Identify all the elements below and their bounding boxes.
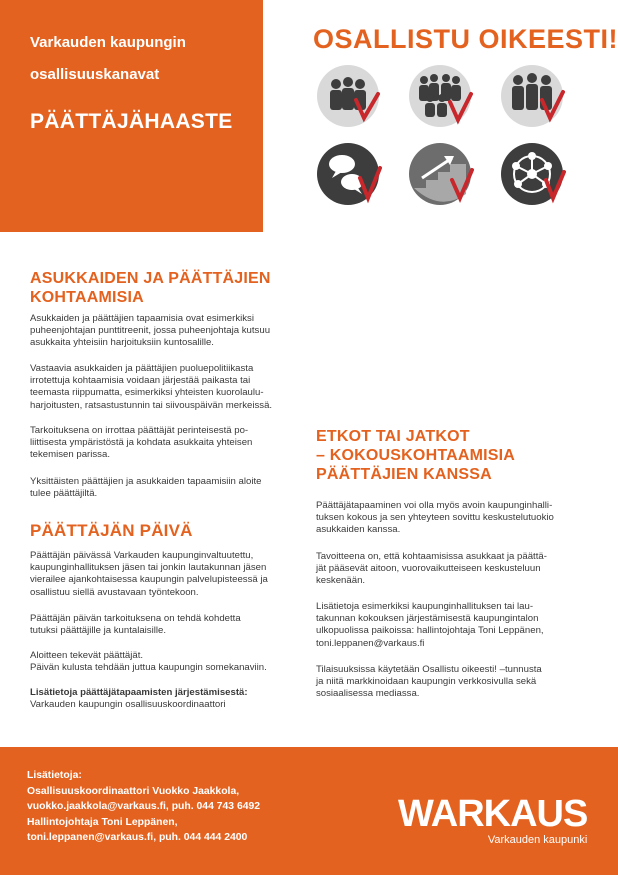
paragraph xyxy=(30,550,268,599)
text-line: harjoitusten, ratsastustunnin tai siivouspäivän merkeissä. xyxy=(30,399,273,411)
footer-line: Osallisuuskoordinaattori Vuokko Jaakkola, xyxy=(27,785,240,797)
heading-line: ASUKKAIDEN JA PÄÄTTÄJIEN xyxy=(30,270,271,287)
paragraph xyxy=(316,664,542,701)
text-line: Aloitteen tekevät päättäjät. xyxy=(30,650,144,661)
text-line: Tilaisuuksissa käytetään Osallistu oikeesti! –tunnusta xyxy=(316,664,542,675)
text-line: Päättäjätapaaminen voi olla myös avoin kaupunginhalli- xyxy=(316,500,553,511)
footer-line: toni.leppanen@varkaus.fi, puh. 044 444 2400 xyxy=(27,832,248,844)
paragraph xyxy=(316,601,544,650)
paragraph xyxy=(30,476,261,500)
text-line-bold: Lisätietoja päättäjätapaamisten järjestämisestä: xyxy=(30,687,248,698)
footer-banner xyxy=(0,747,618,875)
header-subtitle-2: osallisuuskanavat xyxy=(30,66,160,83)
text-line: Tarkoituksena on irrottaa päättäjät perinteisestä po- xyxy=(30,425,249,436)
text-line: asukkaiden kanssa. xyxy=(316,524,401,536)
heading-line: ETKOT TAI JATKOT xyxy=(316,428,470,445)
text-line: vierailee ajankohtaisessa kaupungin palvelupisteessä ja xyxy=(30,574,268,586)
section-heading-kokouskohtaamisia xyxy=(316,427,515,484)
text-line: osallistuu siellä avustavaan työntekoon. xyxy=(30,586,199,598)
text-line: toni.leppanen@varkaus.fi xyxy=(316,637,425,649)
text-line: Varkauden kaupungin osallisuuskoordinaattori xyxy=(30,699,226,711)
heading-line: – KOKOUSKOHTAAMISIA xyxy=(316,447,516,464)
text-line: Yksittäisten päättäjien ja asukkaiden tapaamisiin aloite xyxy=(30,476,262,487)
paragraph xyxy=(30,687,248,711)
group-small-icon xyxy=(316,64,380,128)
text-line: teemasta riippumatta, esimerkiksi yhteisten kuorolaulu- xyxy=(30,387,264,399)
warkaus-logo xyxy=(398,795,587,846)
text-line: Päivän kulusta tehdään juttua kaupungin somekanaviin. xyxy=(30,662,267,674)
logo-word: WARKAUS xyxy=(398,793,588,835)
text-line: Päättäjän päivässä Varkauden kaupunginvaltuutettu, xyxy=(30,550,254,561)
heading-line: PÄÄTTÄJIEN KANSSA xyxy=(316,466,492,483)
text-line: keskenään. xyxy=(316,575,366,587)
text-line: asukkaita yhteisiin harjoituksiin kuntosalille. xyxy=(30,337,214,349)
text-line: irrotettuja kohtaamisia voidaan järjestää paikasta tai xyxy=(30,375,251,387)
footer-line: Lisätietoja: xyxy=(27,770,82,781)
meeting-people-icon xyxy=(500,64,564,128)
heading-line: KOHTAAMISIA xyxy=(30,289,144,306)
text-line: Asukkaiden ja päättäjien tapaamisia ovat esimerkiksi xyxy=(30,313,254,324)
paragraph xyxy=(30,313,270,350)
paragraph xyxy=(30,363,272,412)
text-line: jät pääsevät aitoon, vuorovaikutteiseen keskusteluun xyxy=(316,563,541,575)
logo-subtitle: Varkauden kaupunki xyxy=(487,834,588,846)
footer-contact-info xyxy=(27,768,260,846)
text-line: Päättäjän päivän tarkoituksena on tehdä kohdetta xyxy=(30,613,241,624)
text-line: tulee päättäjiltä. xyxy=(30,488,98,500)
paragraph xyxy=(30,613,241,637)
slogan-heading: OSALLISTU OIKEESTI! xyxy=(313,24,618,54)
section-heading-kohtaamisia xyxy=(30,269,271,307)
paragraph xyxy=(30,650,267,674)
stairs-arrow-icon xyxy=(408,142,472,206)
network-icon xyxy=(500,142,564,206)
header-subtitle-1: Varkauden kaupungin xyxy=(30,34,186,51)
speech-bubbles-icon xyxy=(316,142,380,206)
text-line: tekemisen parissa. xyxy=(30,449,110,461)
text-line: ja niitä markkinoidaan kaupungin verkkosivulla sekä xyxy=(316,676,537,688)
text-line: sosiaalisessa mediassa. xyxy=(316,688,420,700)
paragraph xyxy=(316,551,547,588)
text-line: liittisesta ympäristöstä ja kohdata asukkaita yhteisen xyxy=(30,437,253,449)
text-line: Tavoitteena on, että kohtaamisissa asukkaat ja päättä- xyxy=(316,551,547,562)
section-heading-paattajan-paiva: PÄÄTTÄJÄN PÄIVÄ xyxy=(30,521,193,540)
text-line: Lisätietoja esimerkiksi kaupunginhallituksen tai lau- xyxy=(316,601,534,612)
page-title: PÄÄTTÄJÄHAASTE xyxy=(30,110,233,133)
paragraph xyxy=(316,500,554,537)
text-line: ulkopuolissa paikoissa: hallintojohtaja Toni Leppänen, xyxy=(316,625,544,637)
crowd-icon xyxy=(408,64,472,128)
text-line: kaupunginhallituksen jäsen tai jonkin lautakunnan jäsen xyxy=(30,562,267,574)
header-banner xyxy=(0,0,263,232)
text-line: takunnan kokouksen järjestämisestä kaupungintalon xyxy=(316,613,539,625)
text-line: tuksen kokous ja sen yhteyteen sovittu keskustelutuokio xyxy=(316,512,554,524)
text-line: Vastaavia asukkaiden ja päättäjien puoluepolitiikasta xyxy=(30,363,254,374)
text-line: tutuksi päättäjille ja kuntalaisille. xyxy=(30,625,166,637)
footer-line: vuokko.jaakkola@varkaus.fi, puh. 044 743 6492 xyxy=(27,801,261,813)
paragraph xyxy=(30,425,252,462)
footer-line: Hallintojohtaja Toni Leppänen, xyxy=(27,816,178,828)
text-line: puheenjohtajan punttitreenit, jossa puheenjohtaja kutsuu xyxy=(30,325,271,337)
